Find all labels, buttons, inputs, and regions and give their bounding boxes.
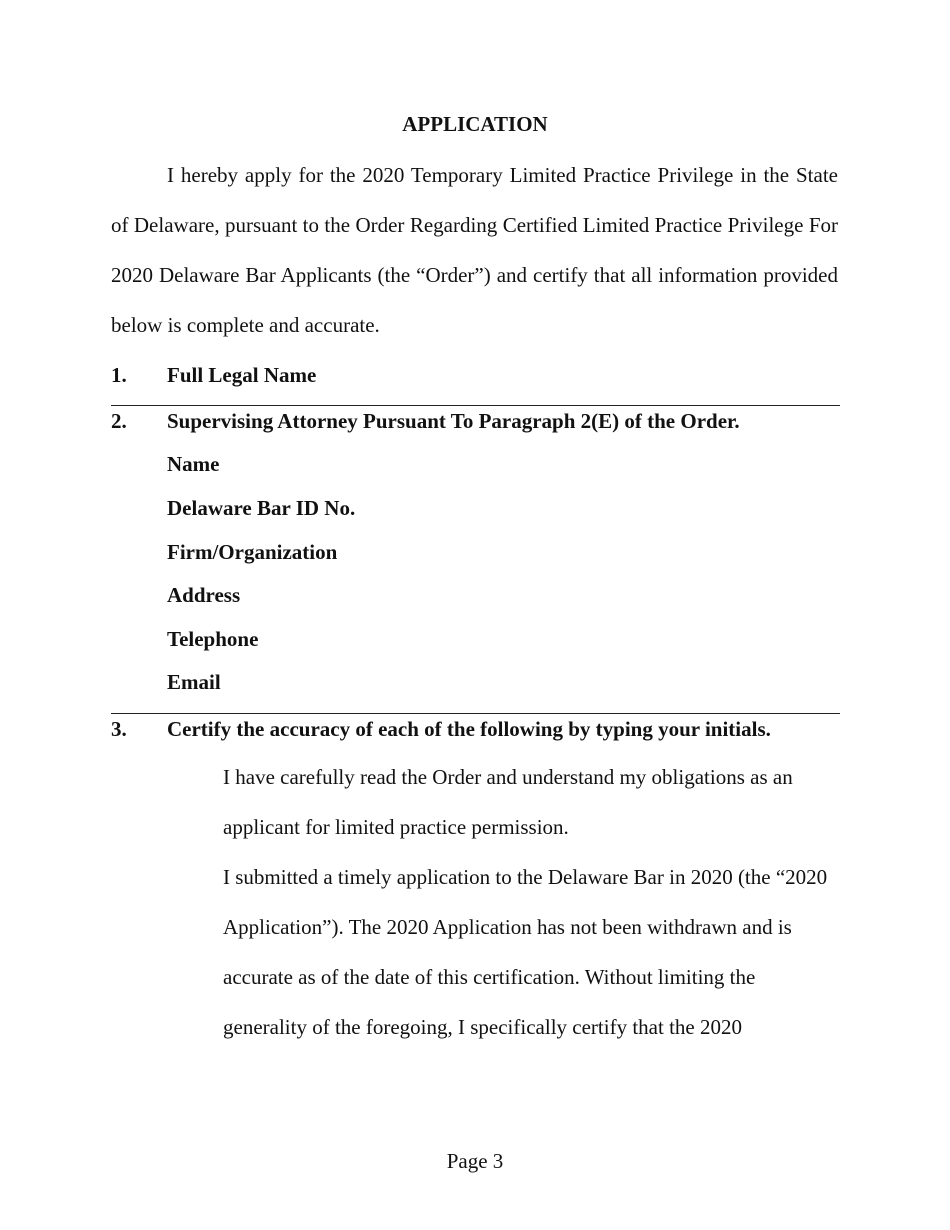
section-1-number: 1. (111, 363, 127, 387)
supervisor-telephone-label: Telephone (167, 627, 259, 651)
section-1-heading: Full Legal Name (167, 363, 317, 387)
full-legal-name-field-line[interactable] (111, 405, 840, 406)
supervisor-name-label: Name (167, 452, 220, 476)
intro-paragraph: I hereby apply for the 2020 Temporary Limited Practice Privilege in the State of Delaware, pursuant to the Order Regarding Certified Limited Practice Privilege For 2020 Delaware Bar Applicants (the “Order”) and certify that all information provided below is complete and accurate. (111, 163, 838, 337)
section-2-heading: Supervising Attorney Pursuant To Paragraph 2(E) of the Order. (167, 409, 740, 433)
document-title: APPLICATION (402, 112, 548, 136)
certification-item: I have carefully read the Order and understand my obligations as an applicant for limited practice permission. (223, 765, 793, 839)
section-divider (111, 713, 840, 714)
supervisor-firm-label: Firm/Organization (167, 540, 338, 564)
section-3-heading: Certify the accuracy of each of the following by typing your initials. (167, 717, 771, 741)
supervisor-bar-id-label: Delaware Bar ID No. (167, 496, 356, 520)
certification-item: I submitted a timely application to the Delaware Bar in 2020 (the “2020 Application”). The 2020 Application has not been withdrawn and is accurate as of the date of this certification. Without limiting the generality of the foregoing, I specifically certify that the 2020 (223, 865, 828, 1039)
section-3-number: 3. (111, 717, 127, 741)
supervisor-email-label: Email (167, 670, 221, 694)
page-number: Page 3 (446, 1149, 504, 1173)
supervisor-address-label: Address (167, 583, 241, 607)
section-2-number: 2. (111, 409, 127, 433)
